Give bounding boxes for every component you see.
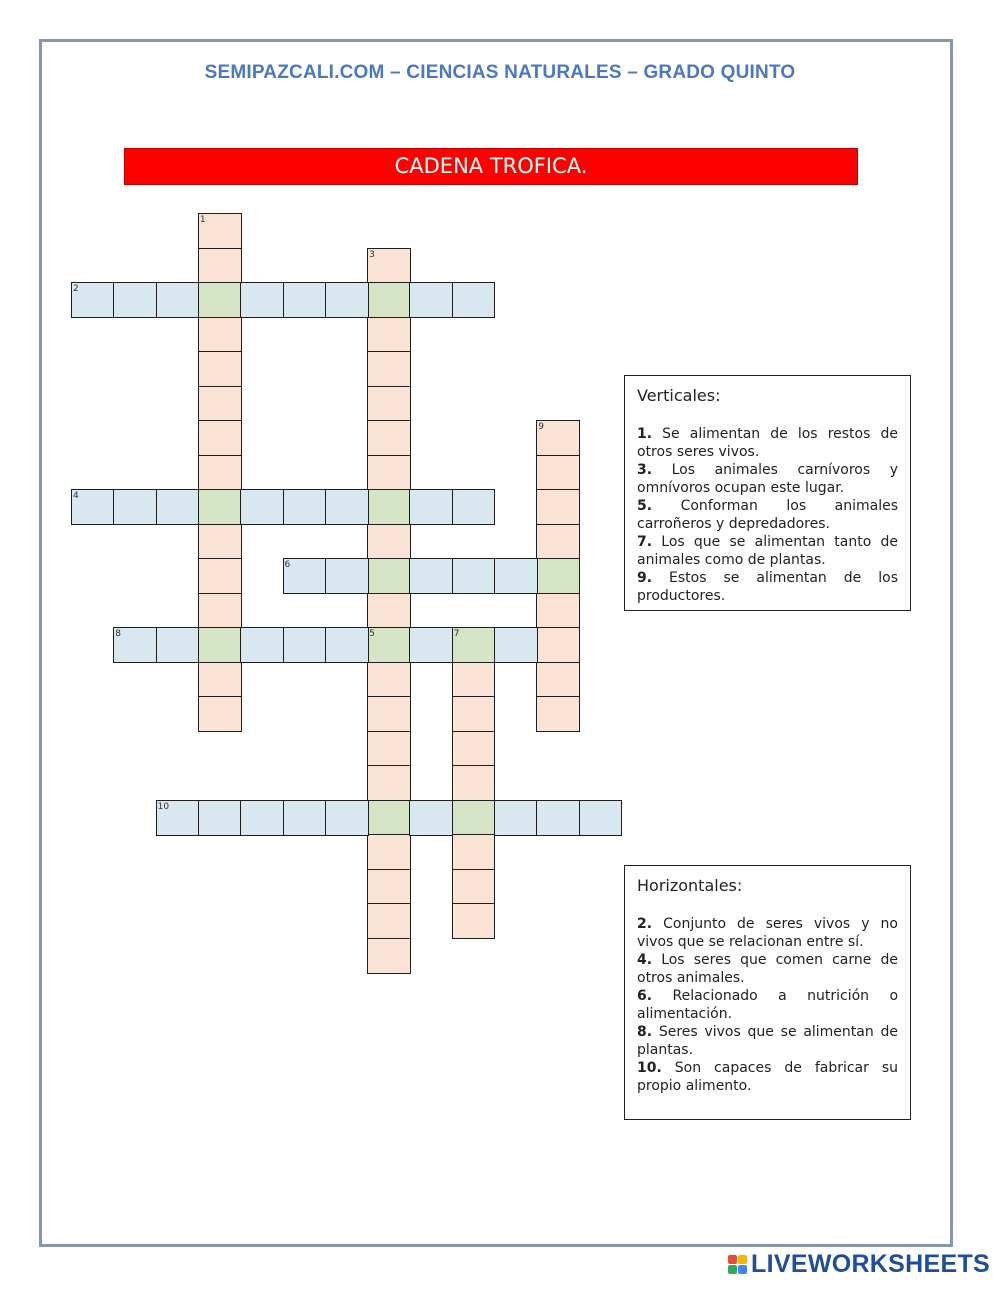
clue-item: 3. Los animales carnívoros y omnívoros ocupan este lugar. — [637, 462, 898, 496]
crossword-cell[interactable] — [452, 765, 496, 801]
crossword-cell[interactable] — [367, 351, 411, 387]
crossword-cell[interactable] — [240, 489, 284, 525]
logo-icon — [728, 1255, 747, 1274]
crossword-cell[interactable] — [536, 662, 580, 698]
crossword-cell[interactable] — [198, 524, 242, 560]
crossword-cell[interactable] — [198, 420, 242, 456]
crossword-cell[interactable] — [367, 731, 411, 767]
crossword-cell[interactable] — [367, 282, 411, 318]
cell-number: 6 — [284, 560, 291, 570]
cell-number: 4 — [73, 491, 79, 501]
cell-number: 2 — [73, 284, 79, 294]
crossword-cell[interactable] — [198, 696, 242, 732]
crossword-cell[interactable] — [325, 489, 369, 525]
crossword-cell[interactable] — [198, 800, 242, 836]
crossword-cell[interactable] — [367, 524, 411, 560]
crossword-cell[interactable] — [452, 800, 496, 836]
crossword-cell[interactable] — [536, 627, 580, 663]
crossword-cell[interactable] — [156, 282, 200, 318]
crossword-cell[interactable] — [240, 282, 284, 318]
crossword-cell[interactable] — [198, 593, 242, 629]
page-header: SEMIPAZCALI.COM – CIENCIAS NATURALES – GRADO QUINTO — [204, 62, 796, 83]
cell-number: 7 — [453, 629, 460, 639]
crossword-cell[interactable] — [113, 627, 157, 663]
crossword-cell[interactable] — [283, 558, 327, 594]
crossword-cell[interactable] — [367, 869, 411, 905]
crossword-cell[interactable] — [325, 558, 369, 594]
crossword-cell[interactable] — [452, 282, 496, 318]
clue-item: 6. Relacionado a nutrición o alimentación. — [637, 988, 899, 1022]
crossword-cell[interactable] — [409, 489, 453, 525]
crossword-cell[interactable] — [494, 558, 538, 594]
crossword-cell[interactable] — [198, 213, 242, 249]
crossword-cell[interactable] — [367, 489, 411, 525]
clue-item: 5. Conforman los animales carroñeros y depredadores. — [637, 498, 899, 532]
crossword-cell[interactable] — [198, 386, 242, 422]
crossword-cell[interactable] — [536, 696, 580, 732]
crossword-cell[interactable] — [367, 903, 411, 939]
crossword-cell[interactable] — [579, 800, 623, 836]
crossword-cell[interactable] — [198, 317, 242, 353]
crossword-cell[interactable] — [198, 248, 242, 284]
crossword-cell[interactable] — [452, 869, 496, 905]
clue-item: 8. Seres vivos que se alimentan de plantas. — [637, 1024, 898, 1058]
crossword-cell[interactable] — [536, 489, 580, 525]
clue-item: 7. Los que se alimentan tanto de animales como de plantas. — [637, 534, 898, 568]
crossword-cell[interactable] — [536, 455, 580, 491]
crossword-cell[interactable] — [156, 627, 200, 663]
crossword-cell[interactable] — [198, 558, 242, 594]
crossword-cell[interactable] — [71, 489, 115, 525]
cell-number: 9 — [538, 422, 545, 432]
crossword-cell[interactable] — [71, 282, 115, 318]
crossword-cell[interactable] — [156, 489, 200, 525]
crossword-cell[interactable] — [198, 282, 242, 318]
crossword-cell[interactable] — [367, 248, 411, 284]
crossword-cell[interactable] — [367, 938, 411, 974]
crossword-cell[interactable] — [367, 420, 411, 456]
cell-number: 10 — [157, 801, 170, 812]
crossword-cell[interactable] — [494, 627, 538, 663]
cell-number: 3 — [369, 249, 375, 260]
crossword-cell[interactable] — [283, 282, 327, 318]
crossword-cell[interactable] — [240, 627, 284, 663]
cell-number: 5 — [369, 629, 375, 639]
crossword-cell[interactable] — [367, 627, 411, 663]
cell-number: 8 — [115, 629, 122, 639]
vertical-clues-box — [624, 375, 911, 611]
crossword-cell[interactable] — [409, 282, 453, 318]
crossword-cell[interactable] — [367, 455, 411, 491]
crossword-cell[interactable] — [198, 627, 242, 663]
crossword-cell[interactable] — [452, 627, 496, 663]
crossword-cell[interactable] — [452, 558, 496, 594]
clue-item: 10. Son capaces de fabricar su propio alimento. — [637, 1060, 899, 1094]
crossword-cell[interactable] — [452, 903, 496, 939]
crossword-cell[interactable] — [198, 662, 242, 698]
worksheet-title: CADENA TROFICA. — [124, 148, 858, 185]
clue-item: 4. Los seres que comen carne de otros animales. — [637, 952, 898, 986]
crossword-cell[interactable] — [367, 765, 411, 801]
crossword-cell[interactable] — [283, 627, 327, 663]
crossword-cell[interactable] — [113, 489, 157, 525]
crossword-cell[interactable] — [198, 489, 242, 525]
crossword-cell[interactable] — [367, 696, 411, 732]
crossword-cell[interactable] — [452, 731, 496, 767]
crossword-cell[interactable] — [156, 800, 200, 836]
crossword-cell[interactable] — [198, 351, 242, 387]
crossword-cell[interactable] — [452, 489, 496, 525]
crossword-cell[interactable] — [325, 800, 369, 836]
clue-item: 2. Conjunto de seres vivos y no vivos que se relacionan entre sí. — [637, 916, 898, 950]
crossword-cell[interactable] — [409, 627, 453, 663]
crossword-cell[interactable] — [367, 593, 411, 629]
horizontal-clues-box — [624, 865, 911, 1120]
crossword-cell[interactable] — [283, 800, 327, 836]
liveworksheets-logo — [728, 1250, 990, 1279]
crossword-cell[interactable] — [536, 558, 580, 594]
crossword-cell[interactable] — [494, 800, 538, 836]
logo-text: LIVEWORKSHEETS — [751, 1250, 990, 1278]
crossword-cell[interactable] — [367, 800, 411, 836]
crossword-cell[interactable] — [367, 834, 411, 870]
crossword-cell[interactable] — [367, 662, 411, 698]
crossword-cell[interactable] — [452, 662, 496, 698]
crossword-cell[interactable] — [367, 558, 411, 594]
crossword-cell[interactable] — [452, 834, 496, 870]
crossword-cell[interactable] — [536, 800, 580, 836]
crossword-cell[interactable] — [409, 558, 453, 594]
crossword-cell[interactable] — [367, 386, 411, 422]
crossword-cell[interactable] — [113, 282, 157, 318]
horizontal-clues-heading: Horizontales: — [637, 876, 743, 895]
crossword-cell[interactable] — [536, 524, 580, 560]
vertical-clues-heading: Verticales: — [637, 386, 721, 405]
crossword-cell[interactable] — [325, 282, 369, 318]
crossword-cell[interactable] — [536, 420, 580, 456]
cell-number: 1 — [199, 215, 206, 225]
crossword-cell[interactable] — [325, 627, 369, 663]
crossword-cell[interactable] — [240, 800, 284, 836]
crossword-cell[interactable] — [409, 800, 453, 836]
crossword-cell[interactable] — [452, 696, 496, 732]
crossword-cell[interactable] — [198, 455, 242, 491]
clue-item: 9. Estos se alimentan de los productores. — [637, 570, 899, 604]
clue-item: 1. Se alimentan de los restos de otros seres vivos. — [637, 426, 898, 460]
crossword-cell[interactable] — [536, 593, 580, 629]
crossword-cell[interactable] — [283, 489, 327, 525]
crossword-cell[interactable] — [367, 317, 411, 353]
